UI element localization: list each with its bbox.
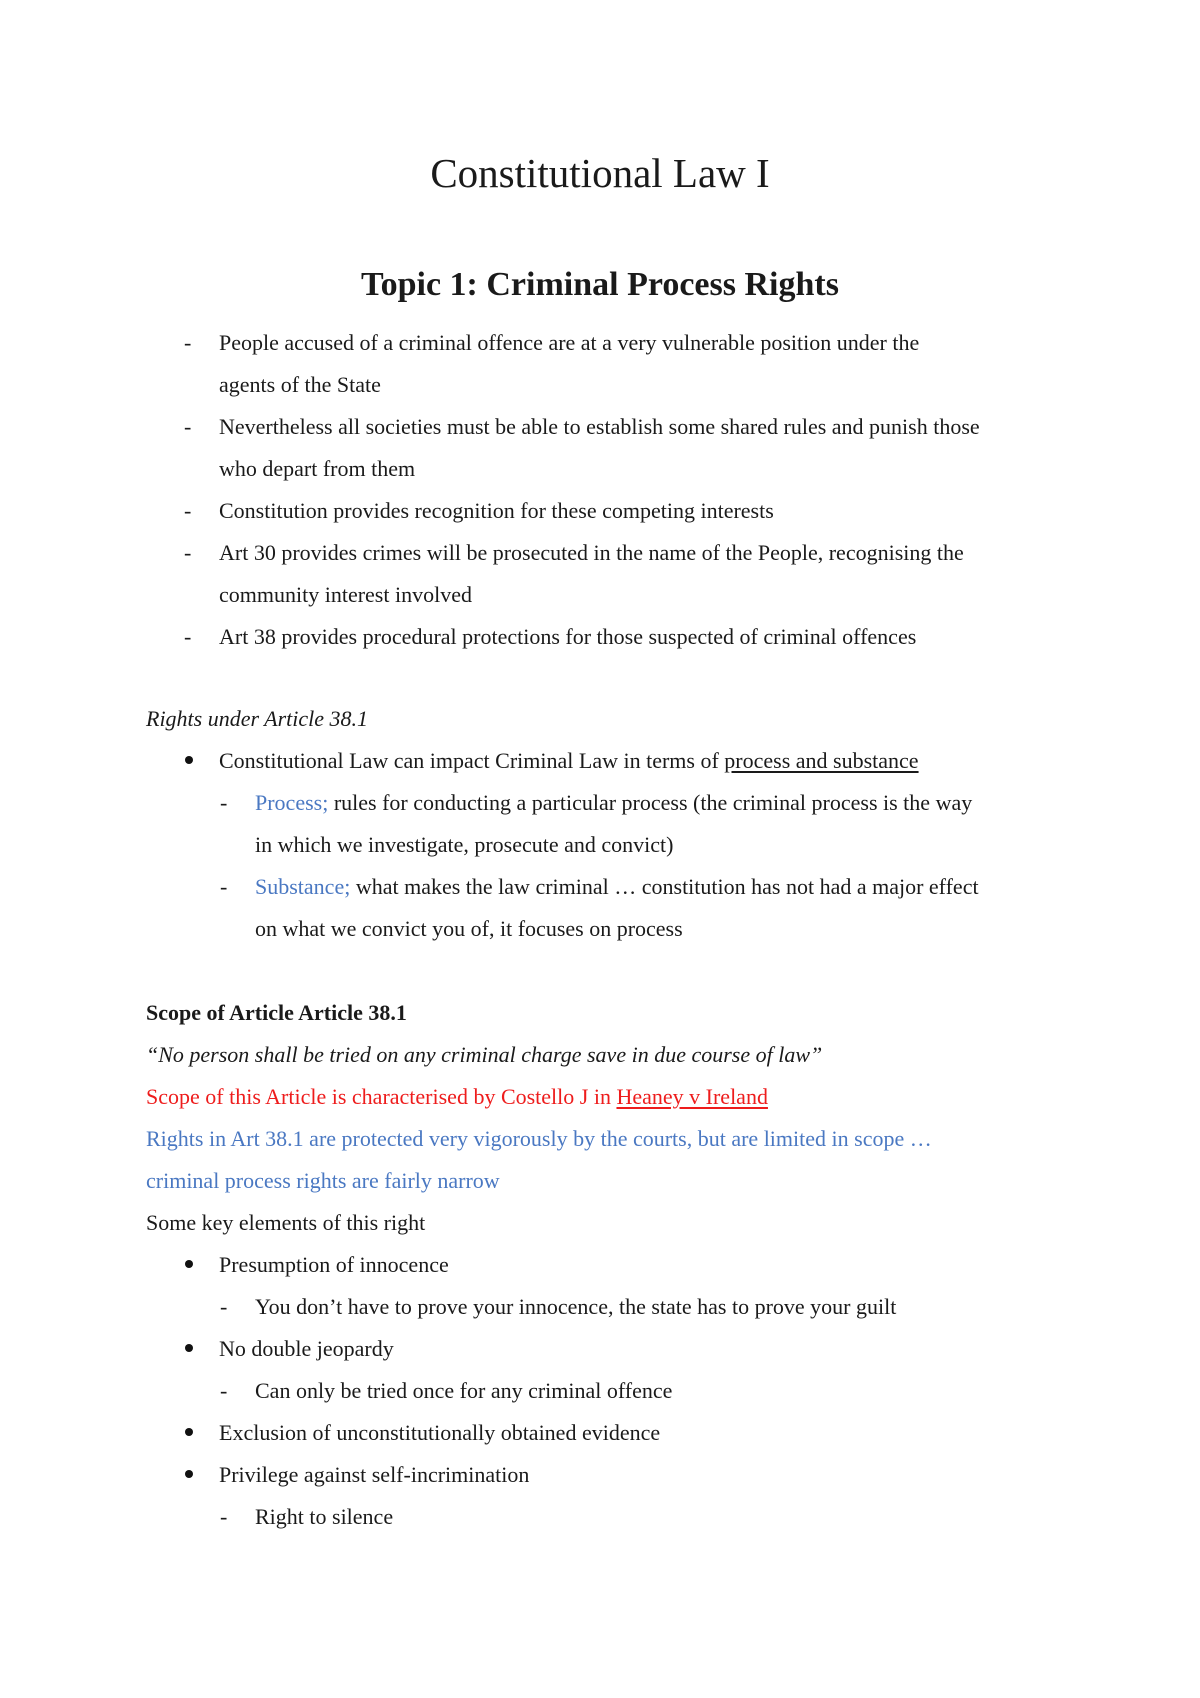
document-title: Constitutional Law I <box>430 150 770 196</box>
scope-characterisation <box>146 1083 768 1111</box>
sub-item-process <box>255 789 972 817</box>
filled-circle-bullet-icon <box>185 756 193 764</box>
filled-circle-bullet-icon <box>185 1344 193 1352</box>
section-heading-scope: Scope of Article Article 38.1 <box>146 1000 407 1025</box>
blue-note-continuation: criminal process rights are fairly narrow <box>146 1168 500 1193</box>
dash-marker: - <box>184 540 192 565</box>
bullet-item: Privilege against self-incrimination <box>219 1462 530 1487</box>
bullet-text: Constitutional Law can impact Criminal Law in terms of <box>219 748 725 773</box>
sub-item-continuation: on what we convict you of, it focuses on process <box>255 916 683 941</box>
filled-circle-bullet-icon <box>185 1470 193 1478</box>
bullet-item: No double jeopardy <box>219 1336 394 1361</box>
list-item-continuation: community interest involved <box>219 582 472 607</box>
list-item: Constitution provides recognition for these competing interests <box>219 498 774 523</box>
sub-item: Right to silence <box>255 1504 394 1529</box>
blue-note: Rights in Art 38.1 are protected very vigorously by the courts, but are limited in scope … <box>146 1126 932 1151</box>
list-item-continuation: agents of the State <box>219 372 381 397</box>
bullet-item <box>219 747 919 775</box>
substance-term: Substance; <box>255 874 351 899</box>
process-and-substance-underlined: process and substance <box>724 748 919 773</box>
dash-marker: - <box>220 790 228 815</box>
filled-circle-bullet-icon <box>185 1428 193 1436</box>
scope-text: Scope of this Article is characterised by Costello J in <box>146 1084 617 1109</box>
elements-intro: Some key elements of this right <box>146 1210 426 1235</box>
bullet-item: Exclusion of unconstitutionally obtained evidence <box>219 1420 661 1445</box>
list-item: Art 38 provides procedural protections for those suspected of criminal offences <box>219 624 917 649</box>
substance-definition: what makes the law criminal … constitution has not had a major effect <box>350 874 979 899</box>
process-definition: rules for conducting a particular process (the criminal process is the way <box>328 790 973 815</box>
dash-marker: - <box>184 330 192 355</box>
dash-marker: - <box>220 1378 228 1403</box>
dash-marker: - <box>184 498 192 523</box>
process-term: Process; <box>255 790 329 815</box>
sub-item: Can only be tried once for any criminal offence <box>255 1378 673 1403</box>
dash-marker: - <box>220 1294 228 1319</box>
filled-circle-bullet-icon <box>185 1260 193 1268</box>
case-link-heaney[interactable]: Heaney v Ireland <box>616 1084 768 1109</box>
list-item-continuation: who depart from them <box>219 456 416 481</box>
dash-marker: - <box>220 1504 228 1529</box>
section-heading-rights: Rights under Article 38.1 <box>146 706 369 731</box>
list-item: Art 30 provides crimes will be prosecuted in the name of the People, recognising the <box>219 540 964 565</box>
dash-marker: - <box>220 874 228 899</box>
dash-marker: - <box>184 414 192 439</box>
topic-heading: Topic 1: Criminal Process Rights <box>361 266 839 303</box>
dash-marker: - <box>184 624 192 649</box>
list-item: People accused of a criminal offence are at a very vulnerable position under the <box>219 330 920 355</box>
sub-item: You don’t have to prove your innocence, the state has to prove your guilt <box>255 1294 897 1319</box>
list-item: Nevertheless all societies must be able to establish some shared rules and punish those <box>219 414 980 439</box>
article-quote: “No person shall be tried on any criminal charge save in due course of law” <box>146 1042 823 1067</box>
sub-item-continuation: in which we investigate, prosecute and convict) <box>255 832 674 857</box>
bullet-item: Presumption of innocence <box>219 1252 449 1277</box>
sub-item-substance <box>255 873 979 901</box>
